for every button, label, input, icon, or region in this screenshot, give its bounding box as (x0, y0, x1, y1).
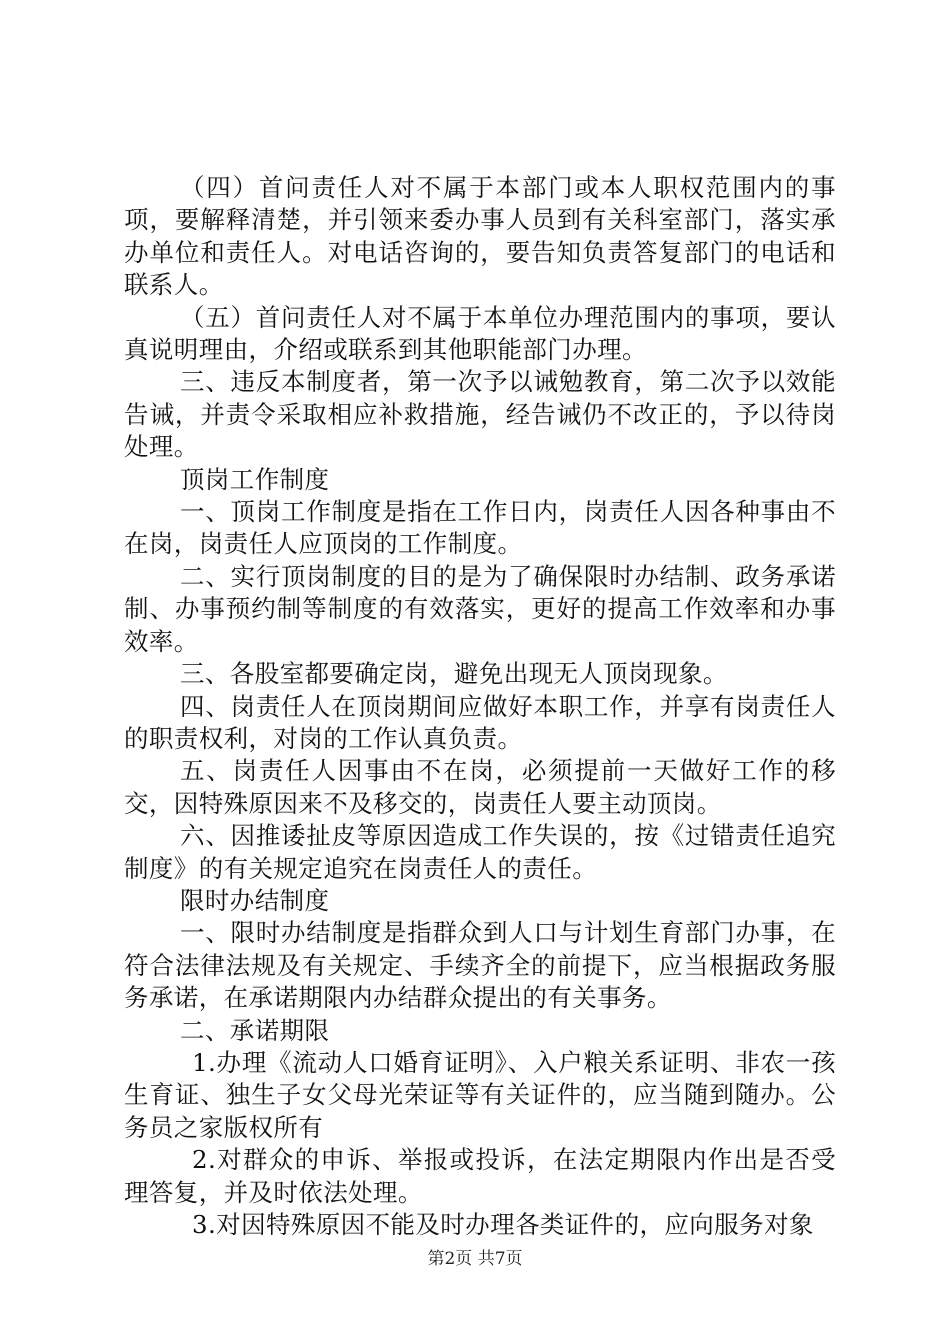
list-item: 2.对群众的申诉、举报或投诉，在法定期限内作出是否受理答复，并及时依法处理。 (124, 1145, 836, 1207)
list-item: 3.对因特殊原因不能及时办理各类证件的，应向服务对象 (192, 1210, 814, 1239)
paragraph: 一、限时办结制度是指群众到人口与计划生育部门办事，在符合法律法规及有关规定、手续齐全的前提下，应当根据政务服务承诺，在承诺期限内办结群众提出的有关事务。 (124, 918, 836, 1013)
list-item: 1.办理《流动人口婚育证明》、入户粮关系证明、非农一孩生育证、独生子女父母光荣证等有关证件的，应当随到随办。公务员之家版权所有 (124, 1047, 836, 1142)
section-heading: 限时办结制度 (180, 885, 330, 915)
paragraph: 二、实行顶岗制度的目的是为了确保限时办结制、政务承诺制、办事预约制等制度的有效落实，更好的提高工作效率和办事效率。 (124, 561, 836, 656)
paragraph: 三、违反本制度者，第一次予以诫勉教育，第二次予以效能告诫，并责令采取相应补救措施，经告诫仍不改正的，予以待岗处理。 (124, 367, 836, 462)
paragraph: 二、承诺期限 (180, 1015, 330, 1045)
document-body (124, 172, 836, 1241)
paragraph: 三、各股室都要确定岗，避免出现无人顶岗现象。 (180, 659, 728, 689)
paragraph: （五）首问责任人对不属于本单位办理范围内的事项，要认真说明理由，介绍或联系到其他职能部门办理。 (124, 302, 836, 365)
page-number-footer: 第2页 共7页 (427, 1249, 523, 1269)
section-heading: 顶岗工作制度 (180, 464, 330, 494)
paragraph: 一、顶岗工作制度是指在工作日内，岗责任人因各种事由不在岗，岗责任人应顶岗的工作制度。 (124, 497, 836, 559)
paragraph: 四、岗责任人在顶岗期间应做好本职工作，并享有岗责任人的职责权利，对岗的工作认真负责。 (124, 691, 836, 753)
paragraph: （四）首问责任人对不属于本部门或本人职权范围内的事项，要解释清楚，并引领来委办事人员到有关科室部门，落实承办单位和责任人。对电话咨询的，要告知负责答复部门的电话和联系人。 (124, 173, 836, 300)
paragraph: 六、因推诿扯皮等原因造成工作失误的，按《过错责任追究制度》的有关规定追究在岗责任人的责任。 (124, 821, 836, 883)
paragraph: 五、岗责任人因事由不在岗，必须提前一天做好工作的移交，因特殊原因来不及移交的，岗责任人要主动顶岗。 (124, 756, 836, 818)
